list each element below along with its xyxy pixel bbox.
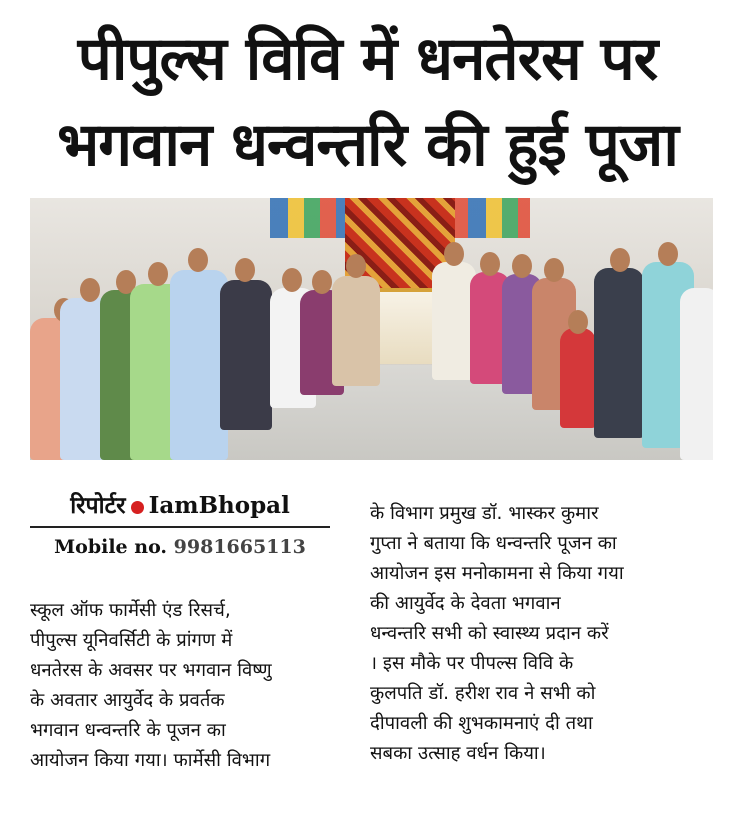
article-line: गुप्ता ने बताया कि धन्वन्तरि पूजन का — [370, 533, 617, 554]
mobile-label: Mobile no. — [54, 536, 168, 558]
photo-person — [220, 280, 272, 430]
photo-person — [560, 328, 596, 428]
article-line: के विभाग प्रमुख डॉ. भास्कर कुमार — [370, 503, 599, 524]
photo-person-head — [312, 270, 332, 294]
article-line: आयोजन किया गया। फार्मेसी विभाग — [30, 750, 271, 771]
photo-person-head — [544, 258, 564, 282]
byline — [30, 488, 330, 558]
photo-person-head — [346, 254, 366, 278]
photo-person — [332, 276, 380, 386]
article-line: आयोजन इस मनोकामना से किया गया — [370, 563, 624, 584]
photo-person-head — [235, 258, 255, 282]
photo-person — [594, 268, 644, 438]
photo-person-head — [80, 278, 100, 302]
reporter-name: IamBhopal — [148, 492, 290, 519]
reporter-label: रिपोर्टर — [70, 492, 126, 519]
article-column-2 — [370, 499, 705, 769]
headline-line-2: भगवान धन्वन्तरि की हुई पूजा — [57, 110, 678, 180]
red-dot-icon — [131, 501, 144, 514]
article-line: स्कूल ऑफ फार्मेसी एंड रिसर्च, — [30, 600, 231, 621]
article-line: के अवतार आयुर्वेद के प्रवर्तक — [30, 690, 225, 711]
photo-person-head — [480, 252, 500, 276]
photo-person-head — [568, 310, 588, 334]
event-photo — [30, 198, 713, 460]
photo-person-head — [148, 262, 168, 286]
headline — [0, 16, 735, 188]
photo-person-head — [188, 248, 208, 272]
article-line: कुलपति डॉ. हरीश राव ने सभी को — [370, 683, 596, 704]
article-line: की आयुर्वेद के देवता भगवान — [370, 593, 561, 614]
photo-person-head — [282, 268, 302, 292]
byline-divider — [30, 526, 330, 528]
article-line: । इस मौके पर पीपल्स विवि के — [370, 653, 574, 674]
article-column-1 — [30, 596, 350, 776]
article-line: भगवान धन्वन्तरि के पूजन का — [30, 720, 226, 741]
article-line: धनतेरस के अवसर पर भगवान विष्णु — [30, 660, 272, 681]
article-line: पीपुल्स यूनिवर्सिटी के प्रांगण में — [30, 630, 233, 651]
article-line: दीपावली की शुभकामनाएं दी तथा — [370, 713, 593, 734]
photo-person-head — [444, 242, 464, 266]
mobile-number: 9981665113 — [173, 536, 306, 558]
photo-person-head — [658, 242, 678, 266]
photo-person-head — [512, 254, 532, 278]
article-line: सबका उत्साह वर्धन किया। — [370, 743, 546, 764]
article-line: धन्वन्तरि सभी को स्वास्थ्य प्रदान करें — [370, 623, 609, 644]
photo-person-head — [610, 248, 630, 272]
photo-person — [680, 288, 713, 460]
headline-line-1: पीपुल्स विवि में धनतेरस पर — [77, 24, 658, 94]
